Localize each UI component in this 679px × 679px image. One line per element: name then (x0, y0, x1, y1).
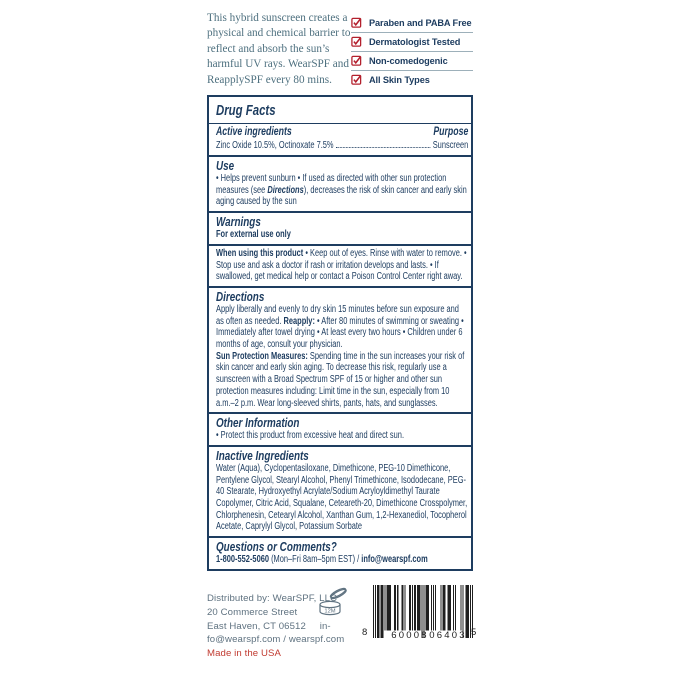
checklist-item (351, 52, 473, 71)
questions-body (216, 554, 468, 566)
pao-duration-label: 12M (324, 608, 336, 615)
distributor-line: Distributed by: WearSPF, LLC (207, 593, 338, 604)
directions-heading: Directions (216, 288, 265, 304)
checklist-item-label: Dermatologist Tested (369, 36, 461, 47)
when-using-body (216, 248, 468, 283)
feature-checklist (351, 14, 473, 89)
inactive-ingredients-heading: Inactive Ingredients (216, 447, 309, 463)
phone-number: 1-800-552-5060 (216, 554, 269, 566)
questions-heading: Questions or Comments? (216, 539, 337, 555)
purpose-value: Sunscreen (432, 140, 469, 151)
barcode-digits-group1: 60008 (391, 630, 429, 641)
checkbox-checked-icon (351, 36, 362, 47)
use-heading: Use (216, 158, 235, 173)
drug-facts-title: Drug Facts (216, 102, 276, 119)
drug-facts-panel (207, 95, 473, 571)
checkbox-checked-icon (351, 74, 362, 85)
checklist-item-label: All Skin Types (369, 74, 430, 85)
upc-barcode (362, 583, 482, 653)
directions-text: Apply liberally and evenly to dry skin 15 minutes before sun exposure and as often as needed. (216, 303, 459, 327)
checklist-item (351, 14, 473, 33)
use-section (209, 155, 471, 211)
when-using-section (209, 244, 471, 286)
barcode-digit-right: 5 (471, 627, 477, 638)
warnings-section (209, 211, 471, 244)
reapply-lead: Reapply: (283, 315, 315, 327)
when-using-lead: When using this product (216, 247, 304, 259)
purpose-heading: Purpose (433, 126, 469, 138)
checkbox-checked-icon (351, 55, 362, 66)
active-ingredients-section (209, 124, 471, 155)
when-using-text: • Keep out of eyes. Rinse with water to remove. • Stop use and ask a doctor if rash or irritation develops and lasts. • If swallowed, get medical help or contact a Poison Control Center right away. (216, 247, 467, 283)
sun-protection-lead: Sun Protection Measures: (216, 350, 308, 362)
inactive-ingredients-section (209, 445, 471, 536)
directions-text: • After 80 minutes of swimming or sweating • Immediately after towel drying • At least every two hours • Children under 6 months of age, consult your physician. (216, 315, 464, 351)
directions-paragraph-2 (216, 351, 468, 410)
distributor-line: East Haven, CT 06512 in- (207, 620, 331, 632)
warnings-subheading: For external use only (216, 229, 291, 241)
inactive-ingredients-body: Water (Aqua), Cyclopentasiloxane, Dimethicone, PEG-10 Dimethicone, Pentylene Glycol, Stearyl Alcohol, Phenyl Trimethicone, Isododecane, PEG-40 Stearate, Hydroxyethyl Acrylate/Sodium Acryloyldimethyl Taurate Copolymer, Citric Acid, Squalane, Ceteareth-20, Dimethicone Crosspolymer, Chlorphenesin, Cetearyl Alcohol, Xanthan Gum, 1,2-Hexanediol, Tocopherol Acetate, Caprylyl Glycol, Potassium Sorbate (216, 462, 468, 533)
email-address: info@wearspf.com (361, 554, 428, 566)
active-ingredient-value: Zinc Oxide 10.5%, Octinoxate 7.5% (216, 140, 334, 151)
intro-text: This hybrid sunscreen creates a physical and chemical barrier to reflect and absorb the sun’s harmful UV rays. WearSPF and ReapplySPF every 80 mins. (207, 12, 351, 86)
other-information-heading: Other Information (216, 415, 300, 431)
checklist-item (351, 33, 473, 52)
barcode-digits-group2: 06403 (429, 630, 467, 641)
checklist-item-label: Paraben and PABA Free (369, 17, 472, 28)
directions-text: Spending time in the sun increases your risk of skin cancer and early skin aging. To decrease this risk, regularly use a sunscreen with a Broad Spectrum SPF of 15 or higher and other sun protection measures including: Limit time in the sun, especially from 10 a.m.–2 p.m. Wear long-sleeved shirts, pants, hats, and sunglasses. (216, 350, 465, 409)
other-information-body: • Protect this product from excessive heat and direct sun. (216, 430, 405, 442)
use-body-text: ), decreases the risk of skin cancer and early skin aging caused by the sun (216, 184, 467, 208)
barcode-digit-left: 8 (362, 627, 368, 638)
directions-paragraph-1 (216, 304, 468, 351)
dotted-leader (336, 147, 431, 148)
warnings-heading: Warnings (216, 214, 261, 230)
other-information-section (209, 412, 471, 445)
checklist-item-label: Non-comedogenic (369, 55, 448, 66)
checklist-item (351, 71, 473, 89)
made-in-usa-label: Made in the USA (207, 648, 282, 660)
period-after-opening-icon (313, 585, 355, 632)
checkbox-checked-icon (351, 17, 362, 28)
drug-facts-title-section (209, 97, 471, 124)
active-ingredients-heading: Active ingredients (216, 126, 292, 138)
directions-section (209, 286, 471, 412)
questions-section (209, 536, 471, 569)
use-body-text: • Helps prevent sunburn • If used as directed with other sun protection measures (see (216, 173, 447, 196)
questions-hours: (Mon–Fri 8am–5pm EST) / (268, 554, 362, 566)
distributor-line: 20 Commerce Street (207, 606, 298, 618)
use-body (216, 173, 468, 208)
distributor-line: fo@wearspf.com / wearspf.com (207, 634, 345, 646)
directions-reference: Directions (267, 184, 304, 196)
